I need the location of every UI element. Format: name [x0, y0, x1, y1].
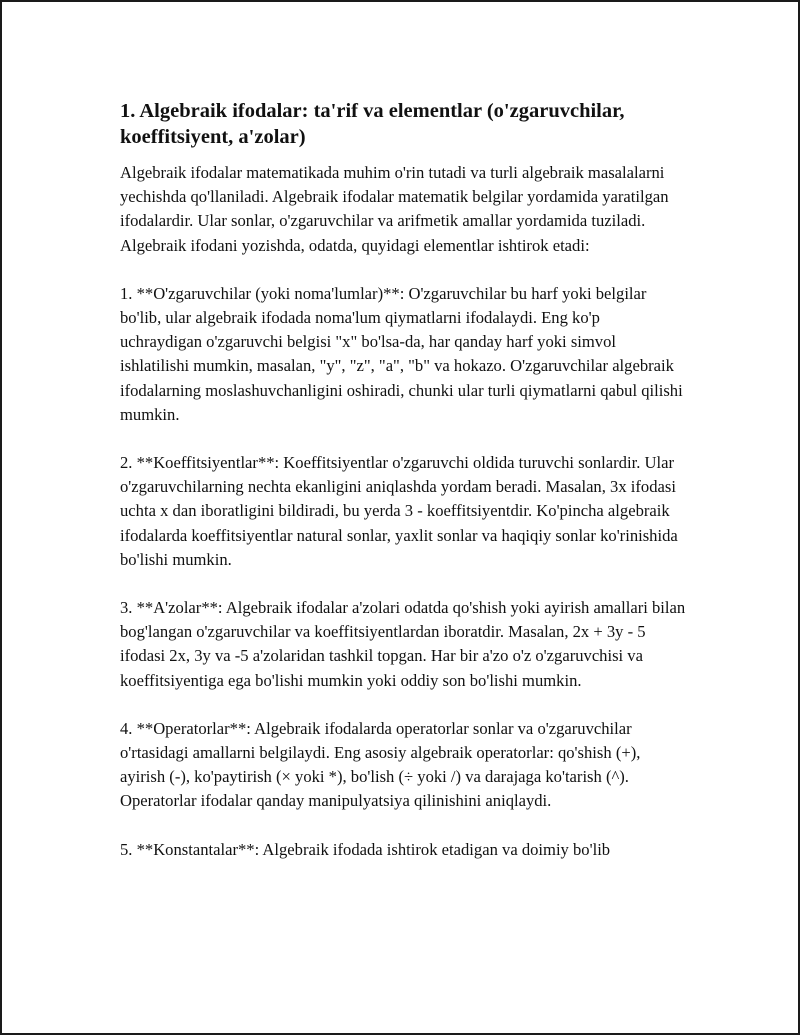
- operators-paragraph: 4. **Operatorlar**: Algebraik ifodalarda operatorlar sonlar va o'zgaruvchilar o'rtasidagi amallarni belgilaydi. Eng asosiy algebraik operatorlar: qo'shish (+), ayirish (-), ko'paytirish (× yoki *), bo'lish (÷ yoki /) va darajaga ko'tarish (^). Operatorlar ifodalar qanday manipulyatsiya qilinishini aniqlaydi.: [120, 718, 641, 811]
- constants-paragraph: 5. **Konstantalar**: Algebraik ifodada ishtirok etadigan va doimiy bo'lib: [120, 839, 611, 859]
- coefficients-paragraph: 2. **Koeffitsiyentlar**: Koeffitsiyentlar o'zgaruvchi oldida turuvchi sonlardir. Ular o'zgaruvchilarning nechta ekanligini aniqlashda yordam beradi. Masalan, 3x ifodasi uchta x dan iboratligini bildiradi, bu yerda 3 - koeffitsiyentdir. Ko'pincha algebraik ifodalarda koeffitsiyentlar natural sonlar, yaxlit sonlar va haqiqiy sonlar ko'rinishida bo'lishi mumkin.: [120, 453, 678, 569]
- intro-paragraph: Algebraik ifodalar matematikada muhim o'rin tutadi va turli algebraik masalalarni yechishda qo'llaniladi. Algebraik ifodalar matematik belgilar yordamida yaratilgan ifodalardir. Ular sonlar, o'zgaruvchilar va arifmetik amallar yordamida tuziladi. Algebraik ifodani yozishda, odatda, quyidagi elementlar ishtirok etadi:: [120, 163, 669, 255]
- variables-paragraph: 1. **O'zgaruvchilar (yoki noma'lumlar)**: O'zgaruvchilar bu harf yoki belgilar bo'lib, ular algebraik ifodada noma'lum qiymatlarni ifodalaydi. Eng ko'p uchraydigan o'zgaruvchi belgisi "x" bo'lsa-da, har qanday harf yoki simvol ishlatilishi mumkin, masalan, "y", "z", "a", "b" va hokazo. O'zgaruvchilar algebraik ifodalarning moslashuvchanligini oshiradi, chunki ular turli qiymatlarni qabul qilishi mumkin.: [120, 283, 683, 424]
- terms-paragraph: 3. **A'zolar**: Algebraik ifodalar a'zolari odatda qo'shish yoki ayirish amallari bilan bog'langan o'zgaruvchilar va koeffitsiyentlardan iboratdir. Masalan, 2x + 3y - 5 ifodasi 2x, 3y va -5 a'zolaridan tashkil topgan. Har bir a'zo o'z o'zgaruvchisi va koeffitsiyentiga ega bo'lishi mumkin yoki oddiy son bo'lishi mumkin.: [120, 598, 686, 690]
- section-heading: 1. Algebraik ifodalar: ta'rif va elementlar (o'zgaruvchilar, koeffitsiyent, a'zolar): [120, 100, 625, 148]
- document-body: [120, 98, 686, 886]
